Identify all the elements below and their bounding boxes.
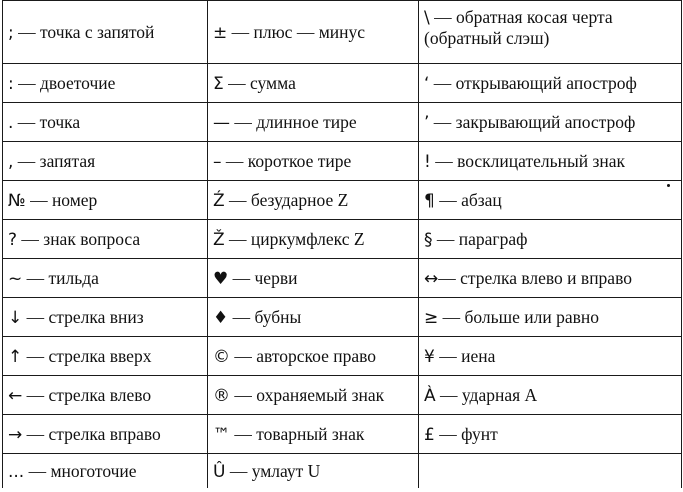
symbol-description: — стрелка вниз — [22, 306, 144, 327]
symbol-description: — стрелка вправо — [22, 423, 161, 444]
table-cell — [419, 103, 682, 142]
symbol-description: — обратная косая черта (обратный слэш) — [424, 7, 613, 48]
symbol-glyph: ~ — [8, 268, 23, 289]
symbol-glyph: ! — [424, 151, 431, 172]
symbol-glyph: – — [213, 151, 222, 172]
table-cell — [208, 142, 419, 181]
symbol-glyph: ♦ — [213, 307, 229, 328]
symbol-description: — сумма — [223, 72, 296, 93]
table-row — [3, 415, 682, 454]
symbol-glyph: — — [213, 112, 230, 133]
table-cell — [419, 1, 682, 64]
symbol-description: — параграф — [432, 228, 528, 249]
table-row — [3, 1, 682, 64]
symbol-description: — закрывающий апостроф — [429, 111, 636, 132]
table-cell — [208, 64, 419, 103]
table-cell — [208, 298, 419, 337]
symbol-glyph: À — [424, 385, 436, 406]
table-cell — [208, 181, 419, 220]
table-cell — [208, 1, 419, 64]
table-row — [3, 220, 682, 259]
table-cell — [419, 376, 682, 415]
symbol-description: — стрелка влево — [22, 384, 152, 405]
symbol-description: — короткое тире — [221, 150, 352, 171]
table-row — [3, 337, 682, 376]
symbol-description: — умлаут U — [225, 460, 321, 481]
symbol-glyph: : — [8, 73, 14, 94]
table-row — [3, 64, 682, 103]
symbol-description: — авторское право — [230, 345, 377, 366]
symbol-description: — двоеточие — [13, 72, 116, 93]
table-row — [3, 259, 682, 298]
stray-dot-mark — [667, 184, 670, 187]
symbol-glyph: ® — [213, 385, 230, 406]
symbol-description: — плюс — минус — [227, 21, 366, 42]
table-cell — [3, 337, 208, 376]
table-cell — [419, 337, 682, 376]
table-cell — [3, 103, 208, 142]
symbol-glyph: → — [8, 424, 23, 445]
symbol-description: — безударное Z — [224, 189, 349, 210]
table-row — [3, 103, 682, 142]
symbol-glyph: ™ — [213, 424, 230, 445]
table-cell — [208, 415, 419, 454]
symbol-glyph: ← — [8, 385, 23, 406]
table-cell — [3, 220, 208, 259]
table-cell — [3, 181, 208, 220]
symbol-glyph: Ź — [213, 190, 225, 211]
table-cell — [208, 337, 419, 376]
symbol-glyph: ¥ — [424, 346, 435, 367]
table-cell — [208, 454, 419, 489]
symbol-glyph: § — [424, 229, 433, 250]
symbol-description: — охраняемый знак — [230, 384, 385, 405]
table-cell — [419, 181, 682, 220]
symbol-glyph: Û — [213, 461, 226, 482]
symbol-description: — точка — [13, 111, 81, 132]
symbol-description: — номер — [25, 189, 98, 210]
symbol-glyph: № — [8, 190, 26, 211]
table-row — [3, 376, 682, 415]
symbol-glyph: £ — [424, 424, 435, 445]
symbol-glyph: © — [213, 346, 230, 367]
table-cell — [419, 220, 682, 259]
table-cell — [3, 64, 208, 103]
symbol-description: — многоточие — [24, 460, 137, 481]
symbol-glyph: ↓ — [8, 307, 23, 328]
symbol-description: — ударная А — [435, 384, 538, 405]
table-cell — [419, 142, 682, 181]
symbol-glyph: Ž — [213, 229, 225, 250]
symbol-description: — восклицательный знак — [430, 150, 625, 171]
symbol-description: — фунт — [434, 423, 498, 444]
table-row — [3, 454, 682, 489]
symbol-glyph: ↔ — [424, 268, 439, 289]
table-cell — [3, 142, 208, 181]
symbol-glyph: ’ — [424, 112, 430, 133]
table-row — [3, 181, 682, 220]
symbol-glyph: ♥ — [213, 268, 229, 289]
symbol-glyph: \ — [424, 8, 430, 28]
symbol-description: — запятая — [13, 150, 96, 171]
table-cell — [419, 259, 682, 298]
symbol-description: — точка с запятой — [13, 21, 155, 42]
table-cell — [3, 1, 208, 64]
symbol-description: — стрелка вверх — [22, 345, 152, 366]
table-cell — [208, 220, 419, 259]
symbol-description: — больше или равно — [438, 306, 599, 327]
symbol-glyph: ¶ — [424, 190, 435, 211]
symbol-description: — знак вопроса — [17, 228, 141, 249]
table-cell — [3, 454, 208, 489]
table-row — [3, 142, 682, 181]
symbol-glyph: Σ — [213, 73, 224, 94]
table-row — [3, 298, 682, 337]
table-cell — [208, 103, 419, 142]
symbol-description: — открывающий апостроф — [429, 72, 637, 93]
table-cell — [3, 376, 208, 415]
table-cell — [3, 259, 208, 298]
table-cell — [3, 298, 208, 337]
symbol-description: — тильда — [22, 267, 99, 288]
table-cell — [208, 259, 419, 298]
symbol-description: — абзац — [434, 189, 502, 210]
symbol-glyph: ≥ — [424, 307, 439, 328]
symbol-glyph: , — [8, 151, 14, 172]
symbol-glyph: ? — [8, 229, 18, 250]
table-cell — [419, 415, 682, 454]
table-cell — [419, 454, 682, 489]
symbol-glyph: ‘ — [424, 73, 430, 94]
symbol-description: — стрелка влево и вправо — [438, 267, 632, 288]
symbol-glyph: . — [8, 112, 14, 133]
symbol-description: — черви — [228, 267, 298, 288]
symbol-glyph: ± — [213, 22, 228, 43]
symbol-description: — иена — [434, 345, 496, 366]
symbol-description: — бубны — [228, 306, 302, 327]
symbol-description: — циркумфлекс Z — [224, 228, 365, 249]
table-cell — [208, 376, 419, 415]
symbol-glyph: ↑ — [8, 346, 23, 367]
table-cell — [419, 298, 682, 337]
symbol-table — [2, 0, 682, 488]
table-cell — [3, 415, 208, 454]
symbol-description: — товарный знак — [230, 423, 365, 444]
symbol-glyph: ; — [8, 22, 14, 43]
symbol-description: — длинное тире — [230, 111, 357, 132]
table-cell — [419, 64, 682, 103]
symbol-glyph: ... — [8, 461, 25, 482]
